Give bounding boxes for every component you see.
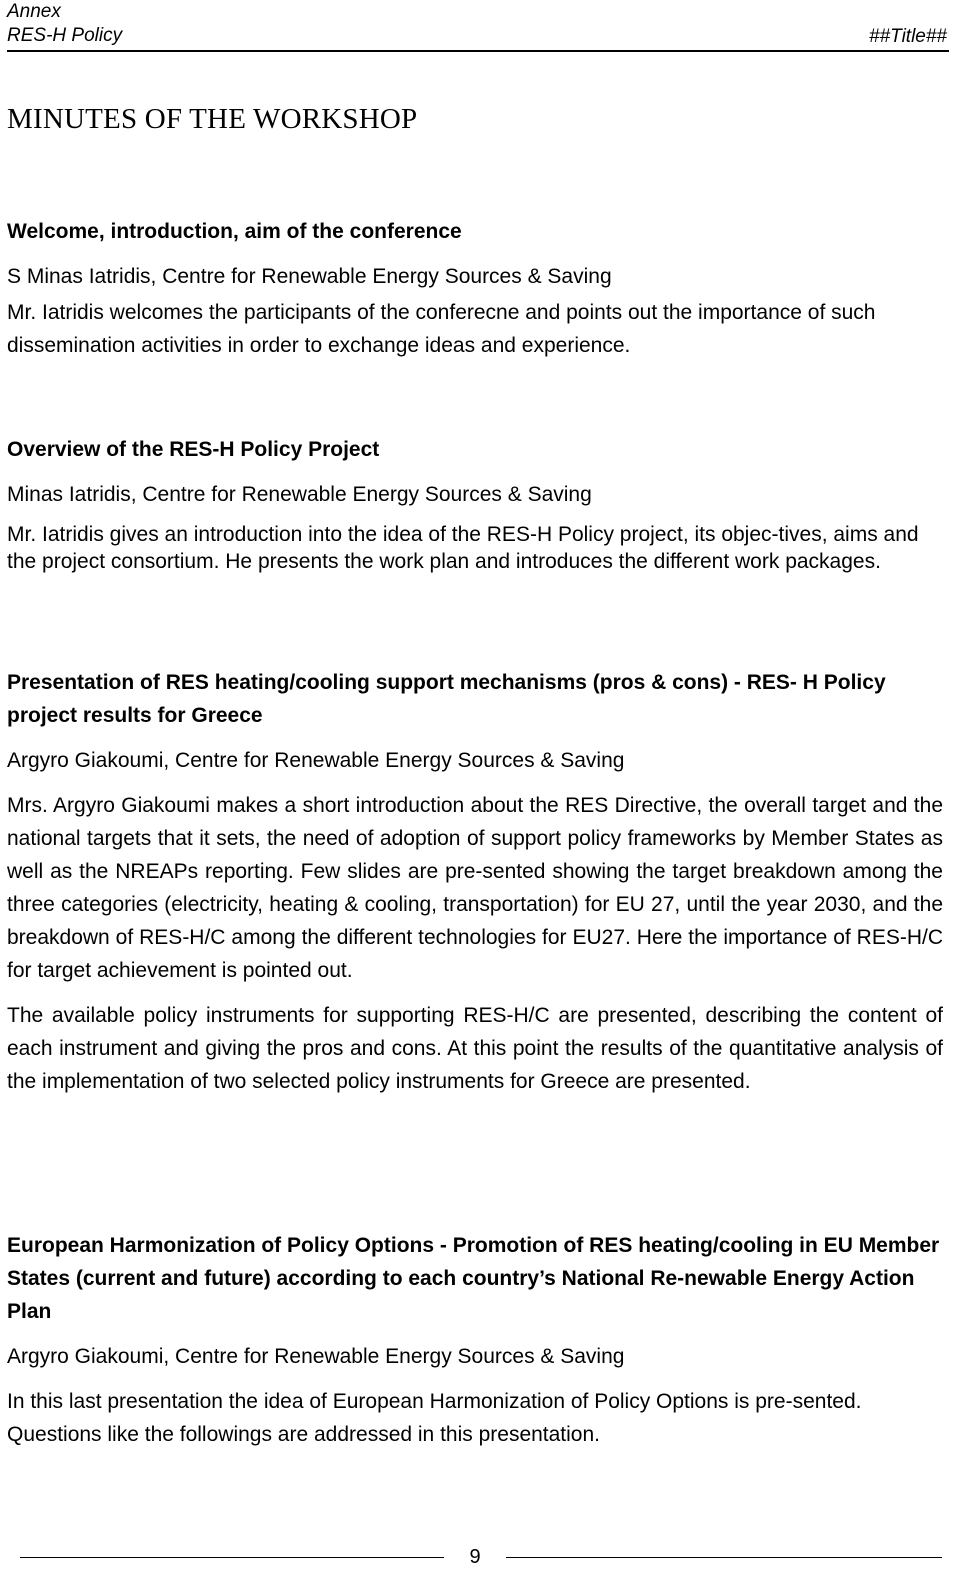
footer-rule-right	[506, 1557, 942, 1558]
footer-rule-left	[20, 1557, 444, 1558]
section-paragraph: Mr. Iatridis gives an introduction into the idea of the RES-H Policy project, its objec-tives, aims and the project consortium. He presents the work plan and introduces the different work packages.	[7, 523, 919, 573]
section-paragraph: Mr. Iatridis welcomes the participants of the conferecne and points out the importance of such dissemination activities in order to exchange ideas and experience.	[7, 301, 876, 357]
section-european-harmonization	[7, 1229, 943, 1451]
section-paragraph: Mrs. Argyro Giakoumi makes a short introduction about the RES Directive, the overall target and the national targets that it sets, the need of adoption of support policy frameworks by Member States as well as the NREAPs reporting. Few slides are pre-sented showing the target breakdown among the three categories (electricity, heating & cooling, transportation) for EU 27, until the year 2030, and the breakdown of RES-H/C among the different technologies for EU27. Here the importance of RES-H/C for target achievement is pointed out.	[7, 794, 943, 982]
section-presentation-greece	[7, 666, 943, 1098]
section-speaker: S Minas Iatridis, Centre for Renewable Energy Sources & Saving	[7, 265, 612, 288]
section-heading: Presentation of RES heating/cooling support mechanisms (pros & cons) - RES- H Policy project results for Greece	[7, 671, 886, 727]
section-heading: European Harmonization of Policy Options - Promotion of RES heating/cooling in EU Member States (current and future) according to each country’s National Re-newable Energy Action Plan	[7, 1234, 940, 1323]
page-header	[7, 0, 949, 52]
section-overview	[7, 433, 943, 575]
section-paragraph: The available policy instruments for supporting RES-H/C are presented, describing the content of each instrument and giving the pros and cons. At this point the results of the quantitative analysis of the implementation of two selected policy instruments for Greece are presented.	[7, 1004, 943, 1093]
section-speaker: Argyro Giakoumi, Centre for Renewable Energy Sources & Saving	[7, 749, 625, 772]
section-speaker: Minas Iatridis, Centre for Renewable Energy Sources & Saving	[7, 483, 592, 506]
header-left	[7, 0, 122, 48]
section-heading: Overview of the RES-H Policy Project	[7, 438, 380, 461]
section-heading: Welcome, introduction, aim of the conference	[7, 220, 462, 243]
header-title-placeholder: ##Title##	[869, 26, 947, 47]
document-title: MINUTES OF THE WORKSHOP	[7, 103, 418, 135]
section-speaker: Argyro Giakoumi, Centre for Renewable Energy Sources & Saving	[7, 1345, 625, 1368]
section-paragraph: In this last presentation the idea of European Harmonization of Policy Options is pre-sented. Questions like the followings are addressed in this presentation.	[7, 1390, 862, 1446]
header-annex-label: Annex	[7, 1, 61, 22]
header-project-label: RES-H Policy	[7, 25, 123, 46]
page-number: 9	[469, 1546, 481, 1568]
section-welcome	[7, 215, 943, 362]
